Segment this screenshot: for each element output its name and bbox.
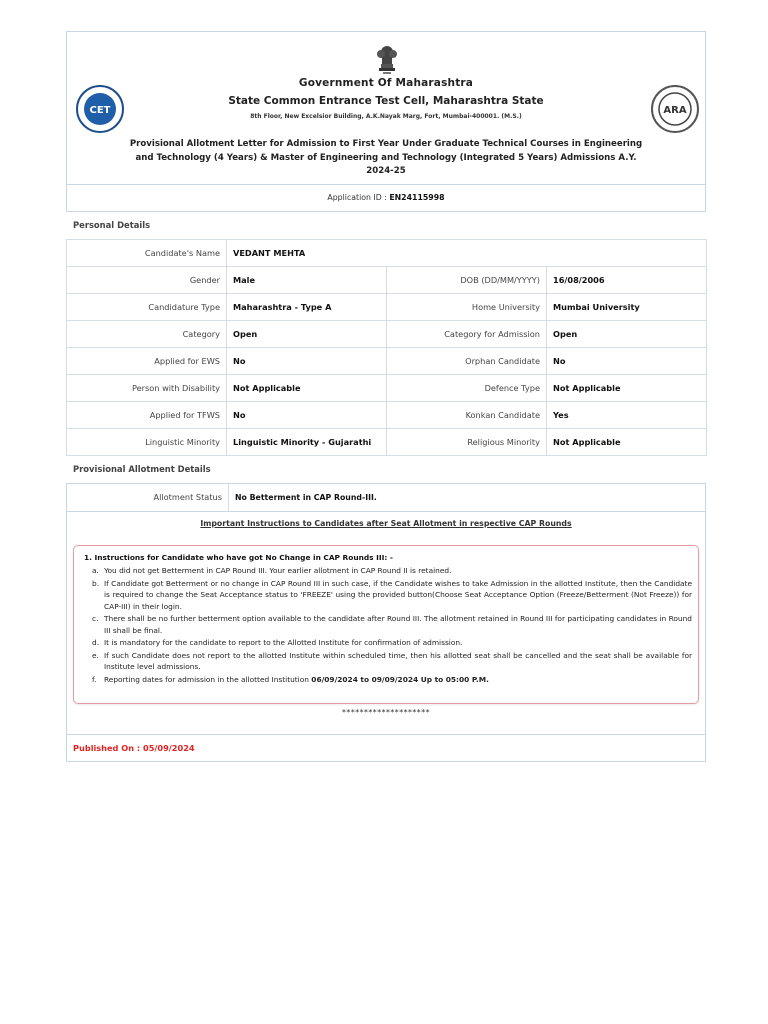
list-item-text: There shall be no further betterment option available to the candidate after Round III. The allotment retained in Round III for participating candidates in Round III shall be final. [104, 614, 692, 635]
list-item [92, 637, 692, 649]
list-item-text: If such Candidate does not report to the allotted Institute within scheduled time, then his allotted seat shall be cancelled and the seat shall be available for Institute level admissions. [104, 650, 692, 671]
field-label: Konkan Candidate [387, 402, 547, 429]
field-label: Category [67, 321, 227, 348]
instructions-title: 1. Instructions for Candidate who have got No Change in CAP Rounds III: - [84, 553, 393, 562]
personal-details-title: Personal Details [73, 220, 151, 230]
allotment-details-title: Provisional Allotment Details [73, 464, 211, 474]
field-label: Orphan Candidate [387, 348, 547, 375]
ara-logo-icon [650, 84, 700, 134]
field-label: Applied for TFWS [67, 402, 227, 429]
application-id [66, 184, 706, 212]
instructions-list [92, 565, 692, 686]
list-item [92, 650, 692, 673]
field-label: Linguistic Minority [67, 429, 227, 456]
office-address: 8th Floor, New Excelsior Building, A.K.Nayak Marg, Fort, Mumbai-400001. (M.S.) [250, 113, 522, 120]
allotment-status-label: Allotment Status [67, 484, 229, 511]
list-marker: f. [92, 674, 97, 684]
field-value: Not Applicable [547, 375, 707, 402]
field-label: Category for Admission [387, 321, 547, 348]
reporting-dates: 06/09/2024 to 09/09/2024 Up to 05:00 P.M. [311, 674, 489, 684]
emblem-icon [373, 38, 401, 76]
candidate-name-label: Candidate's Name [67, 240, 227, 267]
field-label: Applied for EWS [67, 348, 227, 375]
field-value: 16/08/2006 [547, 267, 707, 294]
field-label: Candidature Type [67, 294, 227, 321]
table-row [67, 267, 707, 294]
government-title: Government Of Maharashtra [298, 77, 474, 89]
instructions-heading: Important Instructions to Candidates after Seat Allotment in respective CAP Rounds [200, 519, 572, 528]
ara-logo-text: ARA [663, 105, 687, 116]
application-id-label: Application ID : [327, 193, 390, 202]
field-value: Yes [547, 402, 707, 429]
cet-logo-icon [75, 84, 125, 134]
letter-header [66, 31, 706, 184]
list-item [92, 565, 692, 577]
list-item-text: Reporting dates for admission in the allotted Institution [104, 674, 312, 684]
table-row [67, 321, 707, 348]
list-item-text: You did not get Betterment in CAP Round III. Your earlier allotment in CAP Round II is retained. [104, 566, 452, 575]
field-value: Maharashtra - Type A [227, 294, 387, 321]
table-row [67, 240, 707, 267]
allotment-status-value: No Betterment in CAP Round-III. [235, 493, 377, 502]
field-value: Not Applicable [547, 429, 707, 456]
field-value: No [227, 348, 387, 375]
list-marker: a. [92, 566, 99, 575]
list-item [92, 578, 692, 613]
table-row [67, 294, 707, 321]
field-value: Male [227, 267, 387, 294]
list-marker: e. [92, 650, 99, 660]
field-value: Not Applicable [227, 375, 387, 402]
field-label: Defence Type [387, 375, 547, 402]
allotment-letter [66, 31, 706, 762]
allotment-status-row [66, 483, 706, 512]
field-value: Linguistic Minority - Gujarathi [227, 429, 387, 456]
instructions-box [73, 545, 699, 704]
field-value: No [547, 348, 707, 375]
list-marker: c. [92, 614, 99, 623]
list-item [92, 613, 692, 636]
field-value: Open [547, 321, 707, 348]
personal-details-table [66, 239, 707, 456]
application-id-value: EN24115998 [389, 193, 445, 202]
list-item-text: It is mandatory for the candidate to report to the Allotted Institute for confirmation of admission. [104, 638, 463, 647]
field-value: Mumbai University [547, 294, 707, 321]
table-row [67, 429, 707, 456]
field-label: DOB (DD/MM/YYYY) [387, 267, 547, 294]
cell-title: State Common Entrance Test Cell, Maharashtra State [228, 95, 544, 107]
list-item-text: If Candidate got Betterment or no change in CAP Round III in such case, if the Candidate wishes to take Admission in the allotted Institute, then the Candidate is required to change the Seat Acceptance status to 'FREEZE' using the provided button(Choose Seat Acceptance Option (Freeze/Betterment (Not Freeze)) for CAP-III) in their login. [104, 578, 692, 611]
field-label: Gender [67, 267, 227, 294]
instructions-section [66, 512, 706, 735]
field-label: Home University [387, 294, 547, 321]
stars-divider: ******************** [342, 708, 430, 717]
published-on: Published On : 05/09/2024 [66, 735, 706, 762]
letter-title: Provisional Allotment Letter for Admission to First Year Under Graduate Technical Courses in Engineering and Technology (4 Years) & Master of Engineering and Technology (Integrated 5 Years) Admissions A.Y. 2024-25 [129, 139, 643, 177]
field-label: Religious Minority [387, 429, 547, 456]
table-row [67, 375, 707, 402]
table-row [67, 402, 707, 429]
list-marker: d. [92, 638, 100, 647]
table-row [67, 348, 707, 375]
cet-logo-text: CET [89, 105, 111, 116]
list-item [92, 674, 692, 686]
list-marker: b. [92, 578, 100, 588]
field-value: Open [227, 321, 387, 348]
field-value: No [227, 402, 387, 429]
field-label: Person with Disability [67, 375, 227, 402]
candidate-name-value: VEDANT MEHTA [227, 240, 707, 267]
